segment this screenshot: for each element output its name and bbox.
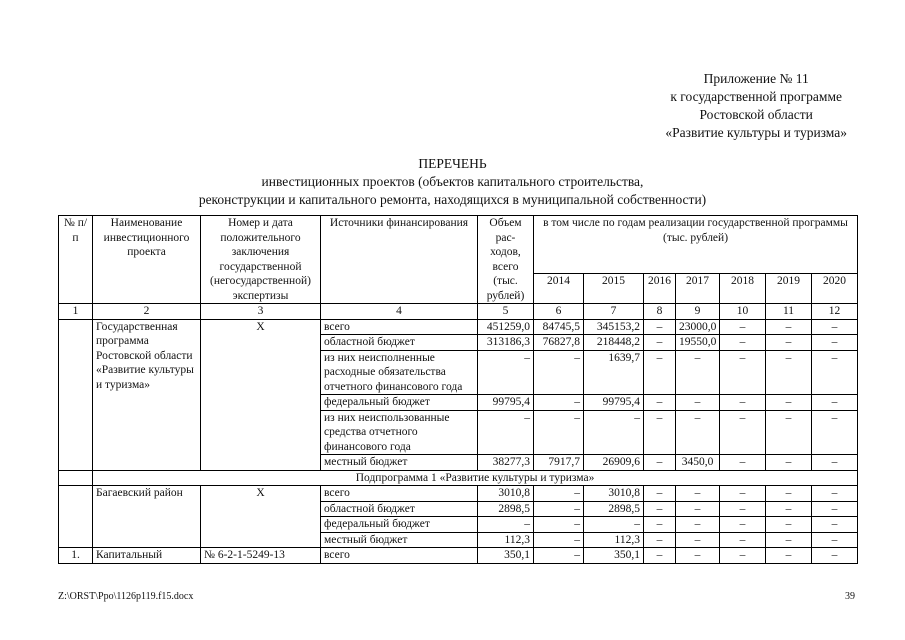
project-name-cell: Капитальный [93, 548, 201, 564]
value-cell: – [766, 501, 812, 517]
value-cell: – [766, 548, 812, 564]
value-cell: – [766, 350, 812, 395]
title-line: инвестиционных проектов (объектов капитального строительства, [261, 174, 644, 189]
investment-projects-table [58, 215, 858, 564]
value-cell: 99795,4 [478, 395, 534, 411]
value-cell: – [812, 395, 858, 411]
value-cell: – [644, 410, 676, 455]
table-row [59, 319, 858, 335]
value-cell: – [676, 517, 720, 533]
value-cell: 3010,8 [478, 486, 534, 502]
value-cell: – [478, 350, 534, 395]
value-cell: – [534, 486, 584, 502]
value-cell: – [812, 455, 858, 471]
number-cell [59, 319, 93, 470]
value-cell: – [812, 548, 858, 564]
header-cell: № п/п [59, 216, 93, 304]
value-cell: – [676, 410, 720, 455]
year-header-cell: 2017 [676, 274, 720, 304]
value-cell: 26909,6 [584, 455, 644, 471]
value-cell: – [812, 517, 858, 533]
value-cell: – [644, 335, 676, 351]
value-cell: 350,1 [478, 548, 534, 564]
year-header-cell: 2016 [644, 274, 676, 304]
source-cell: местный бюджет [321, 455, 478, 471]
column-number-cell: 2 [93, 304, 201, 320]
value-cell: – [644, 486, 676, 502]
value-cell: – [812, 350, 858, 395]
value-cell: – [644, 532, 676, 548]
value-cell: – [534, 410, 584, 455]
footer-file-path: Z:\ORST\Ppo\1126p119.f15.docx [58, 591, 194, 602]
appendix-line: «Развитие культуры и туризма» [665, 125, 847, 140]
value-cell: – [766, 410, 812, 455]
value-cell: – [676, 395, 720, 411]
source-cell: всего [321, 548, 478, 564]
header-cell: Источники финансирования [321, 216, 478, 304]
value-cell: – [720, 319, 766, 335]
expertise-cell: Х [201, 486, 321, 548]
value-cell: – [676, 548, 720, 564]
table-row [59, 548, 858, 564]
value-cell: 38277,3 [478, 455, 534, 471]
value-cell: – [644, 395, 676, 411]
value-cell: 99795,4 [584, 395, 644, 411]
value-cell: – [766, 335, 812, 351]
value-cell: – [644, 319, 676, 335]
header-years-group: в том числе по годам реализации государственной программы (тыс. рублей) [534, 216, 858, 274]
value-cell: – [720, 532, 766, 548]
value-cell: – [644, 517, 676, 533]
value-cell: – [720, 455, 766, 471]
value-cell: 2898,5 [478, 501, 534, 517]
table-header-row [59, 216, 858, 274]
column-number-cell: 12 [812, 304, 858, 320]
column-number-cell: 6 [534, 304, 584, 320]
source-cell: всего [321, 319, 478, 335]
value-cell: – [812, 319, 858, 335]
value-cell: – [812, 532, 858, 548]
year-header-cell: 2019 [766, 274, 812, 304]
expertise-cell: № 6-2-1-5249-13 [201, 548, 321, 564]
value-cell: – [534, 548, 584, 564]
value-cell: – [534, 350, 584, 395]
value-cell: – [534, 501, 584, 517]
number-cell [59, 470, 93, 486]
value-cell: – [676, 532, 720, 548]
value-cell: – [720, 410, 766, 455]
source-cell: из них неисполненные расходные обязательства отчетного финансового года [321, 350, 478, 395]
value-cell: 451259,0 [478, 319, 534, 335]
value-cell: 84745,5 [534, 319, 584, 335]
source-cell: федеральный бюджет [321, 517, 478, 533]
value-cell: – [766, 486, 812, 502]
document-title [0, 155, 905, 209]
column-number-cell: 1 [59, 304, 93, 320]
value-cell: 23000,0 [676, 319, 720, 335]
value-cell: – [534, 517, 584, 533]
year-header-cell: 2014 [534, 274, 584, 304]
source-cell: областной бюджет [321, 335, 478, 351]
source-cell: областной бюджет [321, 501, 478, 517]
value-cell: – [720, 486, 766, 502]
value-cell: – [720, 517, 766, 533]
column-number-cell: 4 [321, 304, 478, 320]
value-cell: 2898,5 [584, 501, 644, 517]
value-cell: 76827,8 [534, 335, 584, 351]
value-cell: – [766, 395, 812, 411]
page-number: 39 [845, 591, 855, 602]
column-number-cell: 9 [676, 304, 720, 320]
value-cell: – [812, 501, 858, 517]
value-cell: – [644, 548, 676, 564]
number-cell [59, 486, 93, 548]
value-cell: 313186,3 [478, 335, 534, 351]
value-cell: – [584, 410, 644, 455]
column-number-cell: 5 [478, 304, 534, 320]
value-cell: – [534, 532, 584, 548]
value-cell: – [644, 455, 676, 471]
value-cell: – [644, 501, 676, 517]
value-cell: – [720, 548, 766, 564]
source-cell: всего [321, 486, 478, 502]
value-cell: – [720, 335, 766, 351]
value-cell: – [720, 395, 766, 411]
value-cell: – [812, 335, 858, 351]
source-cell: местный бюджет [321, 532, 478, 548]
value-cell: – [812, 486, 858, 502]
appendix-line: к государственной программе [670, 89, 842, 104]
value-cell: 1639,7 [584, 350, 644, 395]
year-header-cell: 2018 [720, 274, 766, 304]
value-cell: – [534, 395, 584, 411]
number-cell: 1. [59, 548, 93, 564]
column-number-cell: 11 [766, 304, 812, 320]
appendix-block [665, 70, 847, 142]
column-number-cell: 3 [201, 304, 321, 320]
title-line: ПЕРЕЧЕНЬ [418, 156, 487, 171]
header-cell: Объем рас-ходов, всего (тыс. рублей) [478, 216, 534, 304]
appendix-line: Ростовской области [699, 107, 813, 122]
project-name-cell: Багаевский район [93, 486, 201, 548]
value-cell: 112,3 [478, 532, 534, 548]
value-cell: – [766, 532, 812, 548]
value-cell: – [766, 455, 812, 471]
value-cell: 19550,0 [676, 335, 720, 351]
source-cell: федеральный бюджет [321, 395, 478, 411]
value-cell: 218448,2 [584, 335, 644, 351]
project-name-cell: Государственная программа Ростовской области «Развитие культуры и туризма» [93, 319, 201, 470]
column-number-cell: 7 [584, 304, 644, 320]
header-cell: Наименование инвестиционного проекта [93, 216, 201, 304]
year-header-cell: 2015 [584, 274, 644, 304]
value-cell: 7917,7 [534, 455, 584, 471]
column-number-cell: 8 [644, 304, 676, 320]
value-cell: – [766, 517, 812, 533]
value-cell: – [676, 501, 720, 517]
value-cell: 3010,8 [584, 486, 644, 502]
value-cell: – [812, 410, 858, 455]
value-cell: – [644, 350, 676, 395]
value-cell: – [584, 517, 644, 533]
subprogram-row [59, 470, 858, 486]
value-cell: 112,3 [584, 532, 644, 548]
value-cell: 350,1 [584, 548, 644, 564]
subprogram-title: Подпрограмма 1 «Развитие культуры и туризма» [93, 470, 858, 486]
column-number-cell: 10 [720, 304, 766, 320]
year-header-cell: 2020 [812, 274, 858, 304]
value-cell: – [676, 486, 720, 502]
value-cell: – [676, 350, 720, 395]
value-cell: – [478, 410, 534, 455]
value-cell: – [478, 517, 534, 533]
expertise-cell: Х [201, 319, 321, 470]
value-cell: – [766, 319, 812, 335]
value-cell: 3450,0 [676, 455, 720, 471]
table-row [59, 486, 858, 502]
appendix-line: Приложение № 11 [703, 71, 809, 86]
table-numbers-row [59, 304, 858, 320]
value-cell: – [720, 501, 766, 517]
title-line: реконструкции и капитального ремонта, находящихся в муниципальной собственности) [198, 192, 707, 207]
header-cell: Номер и дата положительного заключения государственной (негосударственной) экспертизы [201, 216, 321, 304]
value-cell: – [720, 350, 766, 395]
source-cell: из них неиспользованные средства отчетного финансового года [321, 410, 478, 455]
value-cell: 345153,2 [584, 319, 644, 335]
